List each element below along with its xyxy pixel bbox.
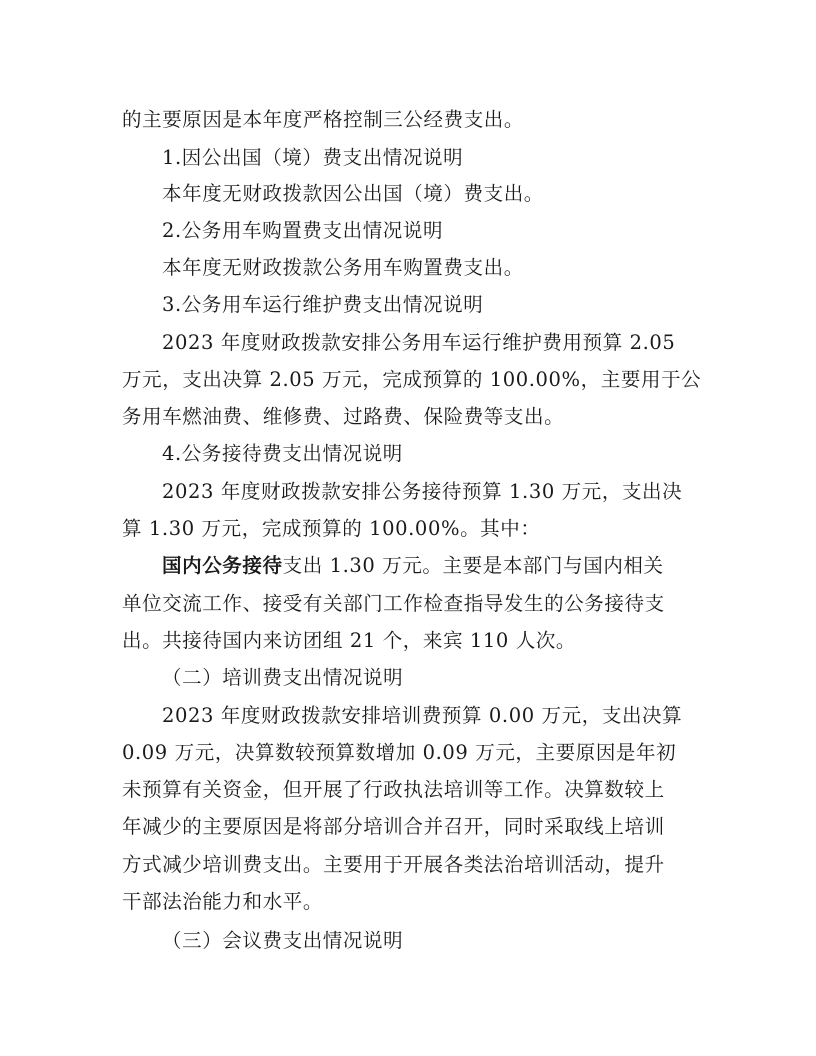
section-heading: 4.公务接待费支出情况说明 (162, 442, 403, 465)
text-line: 本年度无财政拨款公务用车购置费支出。 (162, 256, 524, 279)
text-line: 0.09 万元，决算数较预算数增加 0.09 万元，主要原因是年初 (122, 741, 677, 764)
section-heading: 3.公务用车运行维护费支出情况说明 (162, 293, 484, 316)
text-line: 2023 年度财政拨款安排公务用车运行维护费用预算 2.05 (162, 331, 676, 354)
text-line: 务用车燃油费、维修费、过路费、保险费等支出。 (122, 405, 565, 428)
text-line: 方式减少培训费支出。主要用于开展各类法治培训活动，提升 (122, 853, 665, 876)
section-heading: （二）培训费支出情况说明 (162, 666, 404, 689)
text-line: 出。共接待国内来访团组 21 个，来宾 110 人次。 (122, 629, 577, 652)
text-line: 本年度无财政拨款因公出国（境）费支出。 (162, 182, 544, 205)
text-line: 干部法治能力和水平。 (122, 890, 324, 913)
text-line: 的主要原因是本年度严格控制三公经费支出。 (122, 108, 525, 131)
bold-term: 国内公务接待 (162, 554, 283, 577)
section-heading: 1.因公出国（境）费支出情况说明 (162, 146, 464, 169)
text-line: 年减少的主要原因是将部分培训合并召开，同时采取线上培训 (122, 815, 665, 838)
section-heading: （三）会议费支出情况说明 (162, 929, 404, 952)
text-span: 支出 1.30 万元。主要是本部门与国内相关 (282, 554, 664, 577)
section-heading: 2.公务用车购置费支出情况说明 (162, 219, 444, 242)
text-line: 万元，支出决算 2.05 万元，完成预算的 100.00%，主要用于公 (122, 368, 702, 391)
text-line: 2023 年度财政拨款安排培训费预算 0.00 万元，支出决算 (162, 704, 683, 727)
text-line: 单位交流工作、接受有关部门工作检查指导发生的公务接待支 (122, 592, 665, 615)
text-line: 2023 年度财政拨款安排公务接待预算 1.30 万元，支出决 (162, 480, 683, 503)
text-line: 未预算有关资金，但开展了行政执法培训等工作。决算数较上 (122, 778, 665, 801)
text-line: 算 1.30 万元，完成预算的 100.00%。其中： (122, 517, 541, 540)
text-line (162, 554, 664, 578)
